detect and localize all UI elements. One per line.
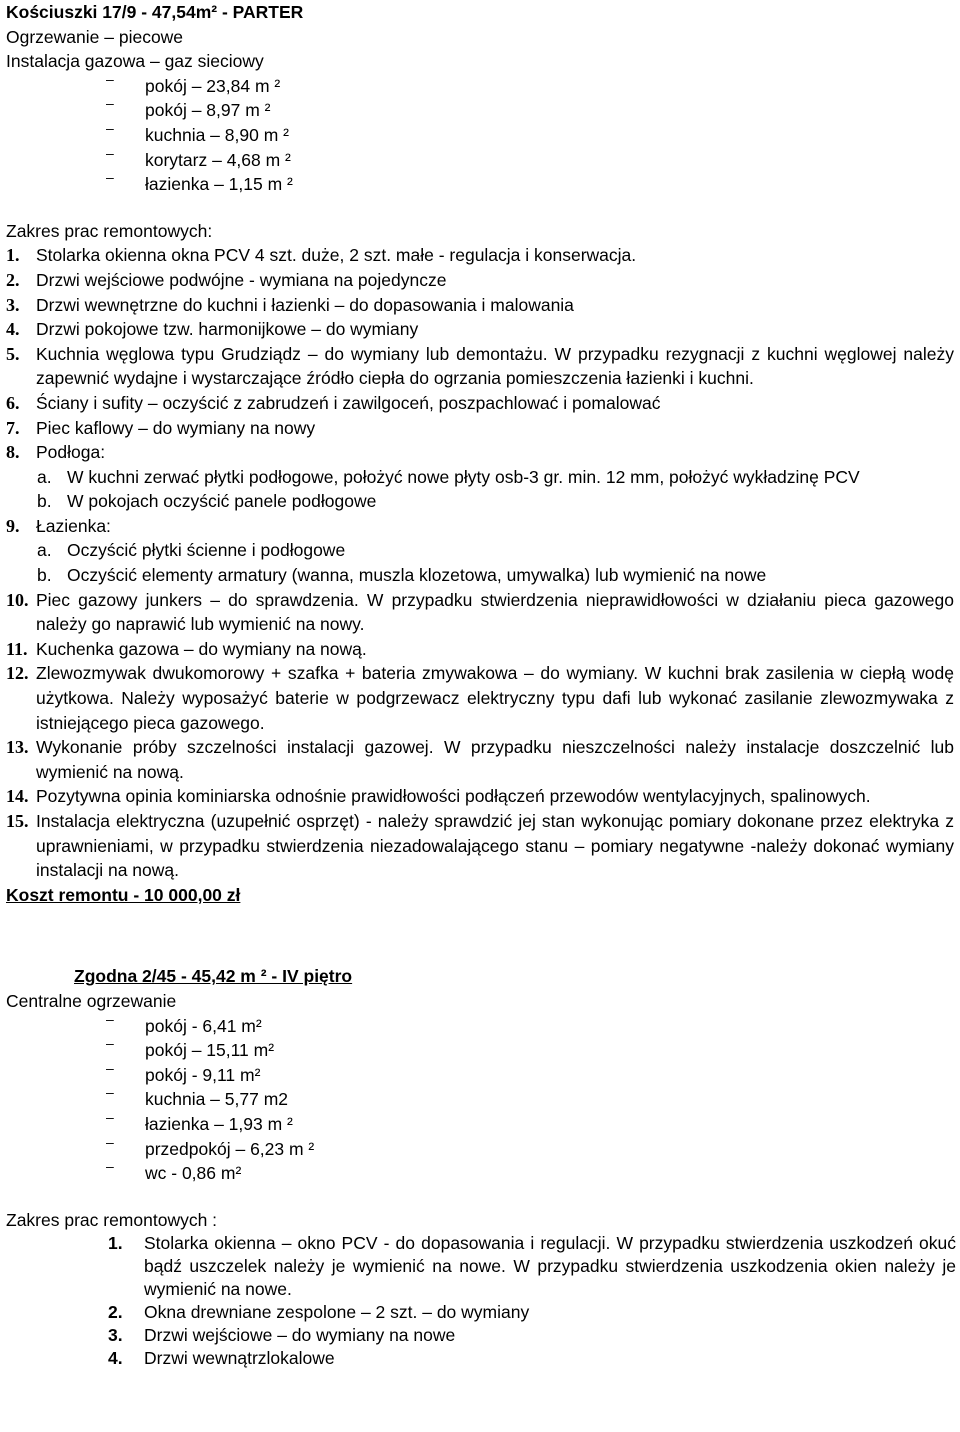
dash-bullet: –	[106, 70, 114, 87]
room-text: kuchnia – 8,90 m ²	[145, 124, 289, 145]
room-item	[6, 1133, 956, 1162]
sub-letter: b.	[37, 565, 52, 586]
item-text: Piec kaflowy – do wymiany na nowy	[36, 417, 316, 438]
room-item	[6, 1108, 956, 1137]
section2-title: Zgodna 2/45 - 45,42 m ² - IV piętro	[74, 966, 353, 987]
item-text: Drzwi wejściowe podwójne - wymiana na pojedyncze	[36, 269, 447, 290]
dash-bullet: –	[106, 1010, 114, 1027]
list-item	[6, 514, 956, 539]
room-item	[6, 1035, 956, 1063]
sub-item	[6, 538, 956, 563]
room-text: korytarz – 4,68 m ²	[145, 149, 291, 170]
room-text: łazienka – 1,93 m ²	[145, 1113, 293, 1134]
room-text: pokój - 6,41 m²	[145, 1015, 262, 1036]
dash-bullet: –	[106, 1035, 114, 1052]
item-number: 14.	[6, 786, 29, 807]
item-number: 4.	[6, 319, 20, 340]
section2-room-list	[6, 1010, 956, 1186]
item-text: Podłoga:	[36, 442, 106, 463]
item-text: Zlewozmywak dwukomorowy + szafka + bateria zmywakowa – do wymiany. W kuchni brak zasilenia w ciepłą wodę użytkowa. Należy wyposażyć baterie w podgrzewacz elektryczny typu dafi lub wykonać zasilanie zlewozmywaka z istniejącego pieca gazowego.	[36, 663, 954, 733]
room-item	[6, 70, 956, 99]
list-item	[6, 416, 956, 441]
spacer	[6, 197, 956, 219]
works-title: Zakres prac remontowych:	[6, 220, 213, 241]
dash-bullet: –	[106, 1108, 114, 1125]
gas-line: Instalacja gazowa – gaz sieciowy	[6, 51, 264, 72]
works-title: Zakres prac remontowych :	[6, 1209, 218, 1230]
list-item	[6, 440, 956, 465]
dash-bullet: –	[106, 1158, 114, 1175]
room-text: łazienka – 1,15 m ²	[145, 174, 293, 195]
item-number: 3.	[6, 294, 20, 315]
room-item	[6, 95, 956, 123]
sub-text: Oczyścić elementy armatury (wanna, muszla klozetowa, umywalka) lub wymienić na nowe	[67, 565, 767, 586]
room-text: wc - 0,86 m²	[145, 1163, 242, 1184]
dash-bullet: –	[106, 1133, 114, 1150]
document-page	[6, 0, 956, 1370]
list-item	[6, 809, 956, 883]
list-item	[6, 1347, 956, 1370]
item-text: Stolarka okienna – okno PCV - do dopasowania i regulacji. W przypadku stwierdzenia uszkodzeń okuć bądź uszczelek należy je wymienić na nowe. W przypadku stwierdzenia uszkodzenia okien należy je wymienić na nowe.	[144, 1233, 956, 1300]
list-item	[6, 735, 956, 784]
item-number: 11.	[6, 638, 28, 659]
item-number: 5.	[6, 343, 20, 364]
item-text: Drzwi wejściowe – do wymiany na nowe	[144, 1325, 456, 1346]
list-item	[6, 661, 956, 735]
item-number: 1.	[108, 1233, 123, 1254]
item-text: Wykonanie próby szczelności instalacji gazowej. W przypadku nieszczelności należy instalacje doszczelnić lub wymienić na nową.	[36, 737, 954, 782]
spacer	[6, 1186, 956, 1208]
sub-item	[6, 489, 956, 514]
item-number: 12.	[6, 663, 29, 684]
list-item	[6, 342, 956, 391]
dash-bullet: –	[106, 95, 114, 112]
list-item	[6, 268, 956, 293]
room-text: pokój – 15,11 m²	[145, 1040, 275, 1061]
item-number: 10.	[6, 589, 29, 610]
list-item	[6, 243, 956, 268]
dash-bullet: –	[106, 169, 114, 186]
item-text: Drzwi pokojowe tzw. harmonijkowe – do wymiany	[36, 319, 419, 340]
item-number: 13.	[6, 737, 29, 758]
item-text: Pozytywna opinia kominiarska odnośnie prawidłowości podłączeń przewodów wentylacyjnych, spalinowych.	[36, 786, 871, 807]
sub-letter: a.	[37, 466, 52, 487]
item-number: 2.	[6, 269, 20, 290]
room-text: pokój – 23,84 m ²	[145, 75, 281, 96]
item-text: Kuchnia węglowa typu Grudziądz – do wymiany lub demontażu. W przypadku rezygnacji z kuchni węglowej należy zapewnić wydajne i wystarczające źródło ciepła do ogrzania pomieszczenia łazienki i kuchni.	[36, 343, 954, 389]
section1-room-list	[6, 70, 956, 197]
item-text: Instalacja elektryczna (uzupełnić osprzęt) - należy sprawdzić jej stan wykonując pomiary dokonane przez elektryka z uprawnieniami, w przypadku stwierdzenia niezadowalającego stanu – pomiary negatywne -należy dokonać wymiany instalacji na nową.	[36, 811, 954, 881]
list-item	[6, 588, 956, 637]
sub-text: Oczyścić płytki ścienne i podłogowe	[67, 540, 346, 561]
dash-bullet: –	[106, 119, 114, 136]
sub-letter: b.	[37, 491, 52, 512]
room-item	[6, 1084, 956, 1112]
list-item	[6, 1324, 956, 1347]
item-text: Kuchenka gazowa – do wymiany na nową.	[36, 638, 367, 659]
item-number: 8.	[6, 442, 20, 463]
room-item	[6, 1158, 956, 1186]
dash-bullet: –	[106, 144, 114, 161]
section2-work-list	[6, 1232, 956, 1370]
item-number: 9.	[6, 515, 20, 536]
dash-bullet: –	[106, 1059, 114, 1076]
item-text: Piec gazowy junkers – do sprawdzenia. W przypadku stwierdzenia nieprawidłowości w działaniu pieca gazowego należy go naprawić lub wymienić na nowy.	[36, 589, 954, 635]
heating-line: Centralne ogrzewanie	[6, 990, 177, 1011]
sub-item	[6, 465, 956, 490]
list-item	[6, 1301, 956, 1324]
item-number: 7.	[6, 417, 20, 438]
list-item	[6, 317, 956, 342]
room-text: przedpokój – 6,23 m ²	[145, 1138, 315, 1159]
list-item	[6, 784, 956, 809]
repair-cost: Koszt remontu - 10 000,00 zł	[6, 884, 241, 905]
list-item	[6, 1232, 956, 1301]
room-item	[6, 1059, 956, 1088]
list-item	[6, 293, 956, 318]
item-number: 15.	[6, 811, 29, 831]
sub-text: W kuchni zerwać płytki podłogowe, położyć nowe płyty osb-3 gr. min. 12 mm, położyć wykładzinę PCV	[67, 466, 860, 487]
sub-text: W pokojach oczyścić panele podłogowe	[67, 491, 377, 512]
item-number: 4.	[108, 1348, 123, 1369]
item-number: 3.	[108, 1325, 123, 1346]
room-item	[6, 1010, 956, 1039]
item-text: Stolarka okienna okna PCV 4 szt. duże, 2 szt. małe - regulacja i konserwacja.	[36, 245, 637, 266]
item-number: 1.	[6, 245, 20, 266]
item-text: Drzwi wewnętrzne do kuchni i łazienki – do dopasowania i malowania	[36, 294, 574, 315]
item-text: Drzwi wewnątrzlokalowe	[144, 1348, 335, 1369]
list-item	[6, 391, 956, 416]
room-text: pokój - 9,11 m²	[145, 1064, 261, 1085]
list-item	[6, 637, 956, 662]
item-number: 2.	[108, 1302, 123, 1323]
item-text: Ściany i sufity – oczyścić z zabrudzeń i zawilgoceń, poszpachlować i pomalować	[36, 392, 661, 413]
item-number: 6.	[6, 392, 20, 413]
room-text: kuchnia – 5,77 m2	[145, 1089, 289, 1110]
room-item	[6, 169, 956, 197]
heating-line: Ogrzewanie – piecowe	[6, 26, 184, 47]
section1-title: Kościuszki 17/9 - 47,54m² - PARTER	[6, 2, 304, 22]
room-text: pokój – 8,97 m ²	[145, 100, 271, 121]
section1-work-list	[6, 243, 956, 882]
room-item	[6, 119, 956, 148]
room-item	[6, 144, 956, 173]
item-text: Okna drewniane zespolone – 2 szt. – do wymiany	[144, 1302, 530, 1323]
sub-item	[6, 563, 956, 588]
dash-bullet: –	[106, 1084, 114, 1101]
item-text: Łazienka:	[36, 515, 111, 536]
sub-letter: a.	[37, 540, 52, 561]
